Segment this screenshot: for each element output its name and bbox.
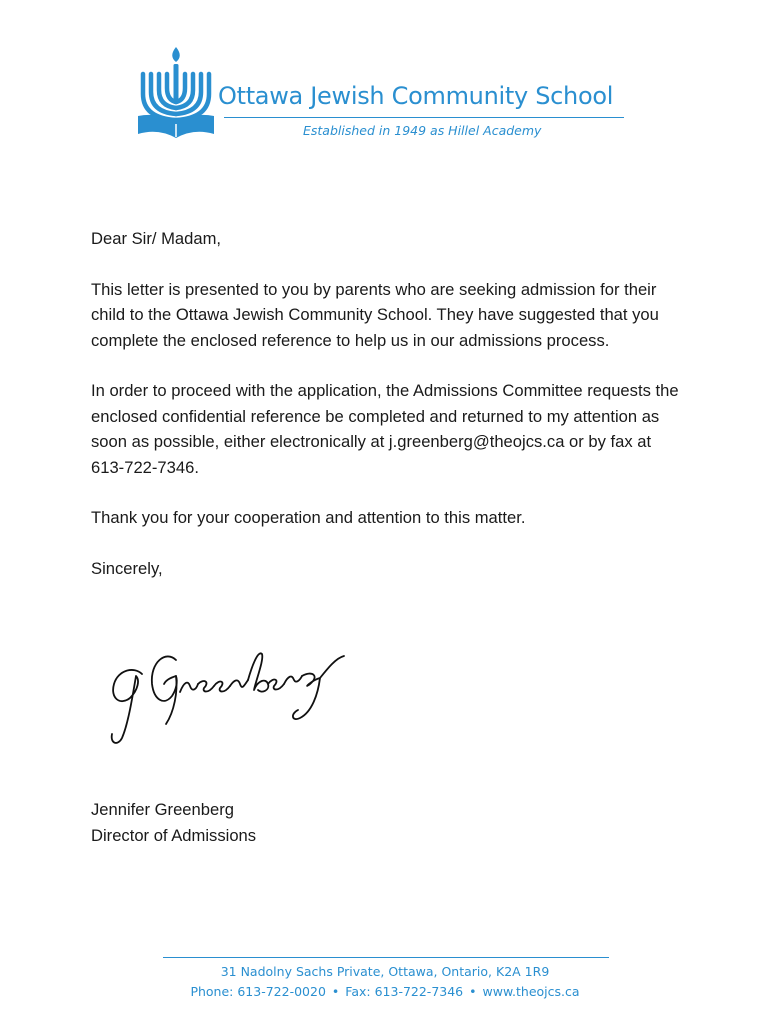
paragraph-request: In order to proceed with the application, the Admissions Committee requests the enclosed confidential reference be completed and returned to my attention as soon as possible, either electronically at j.greenberg@theojcs.ca or by fax at 613-722-7346. [91,381,679,477]
letterhead [136,44,646,144]
footer-website: www.theojcs.ca [482,984,580,999]
paragraph-thanks: Thank you for your cooperation and attention to this matter. [91,508,526,527]
school-name: Ottawa Jewish Community School [218,82,614,110]
footer-separator: • [469,984,477,999]
footer-contact [0,982,770,1002]
footer-phone: Phone: 613-722-0020 [190,984,326,999]
footer [0,962,770,1002]
signer-block [91,797,256,848]
footer-divider [163,957,609,958]
salutation: Dear Sir/ Madam, [91,229,222,248]
footer-address: 31 Nadolny Sachs Private, Ottawa, Ontario, K2A 1R9 [220,964,550,979]
paragraph-intro: This letter is presented to you by parents who are seeking admission for their child to the Ottawa Jewish Community School. They have suggested that you complete the enclosed reference to help us in our admissions process. [91,279,659,350]
header-divider [224,117,624,118]
footer-fax: Fax: 613-722-7346 [345,984,464,999]
handwritten-signature [106,640,386,750]
footer-separator: • [331,984,340,999]
school-tagline: Established in 1949 as Hillel Academy [303,123,542,138]
letter-body [91,226,681,606]
signer-title: Director of Admissions [91,825,257,845]
signer-name: Jennifer Greenberg [91,800,234,819]
closing: Sincerely, [91,558,163,578]
menorah-book-logo-icon [136,44,216,140]
